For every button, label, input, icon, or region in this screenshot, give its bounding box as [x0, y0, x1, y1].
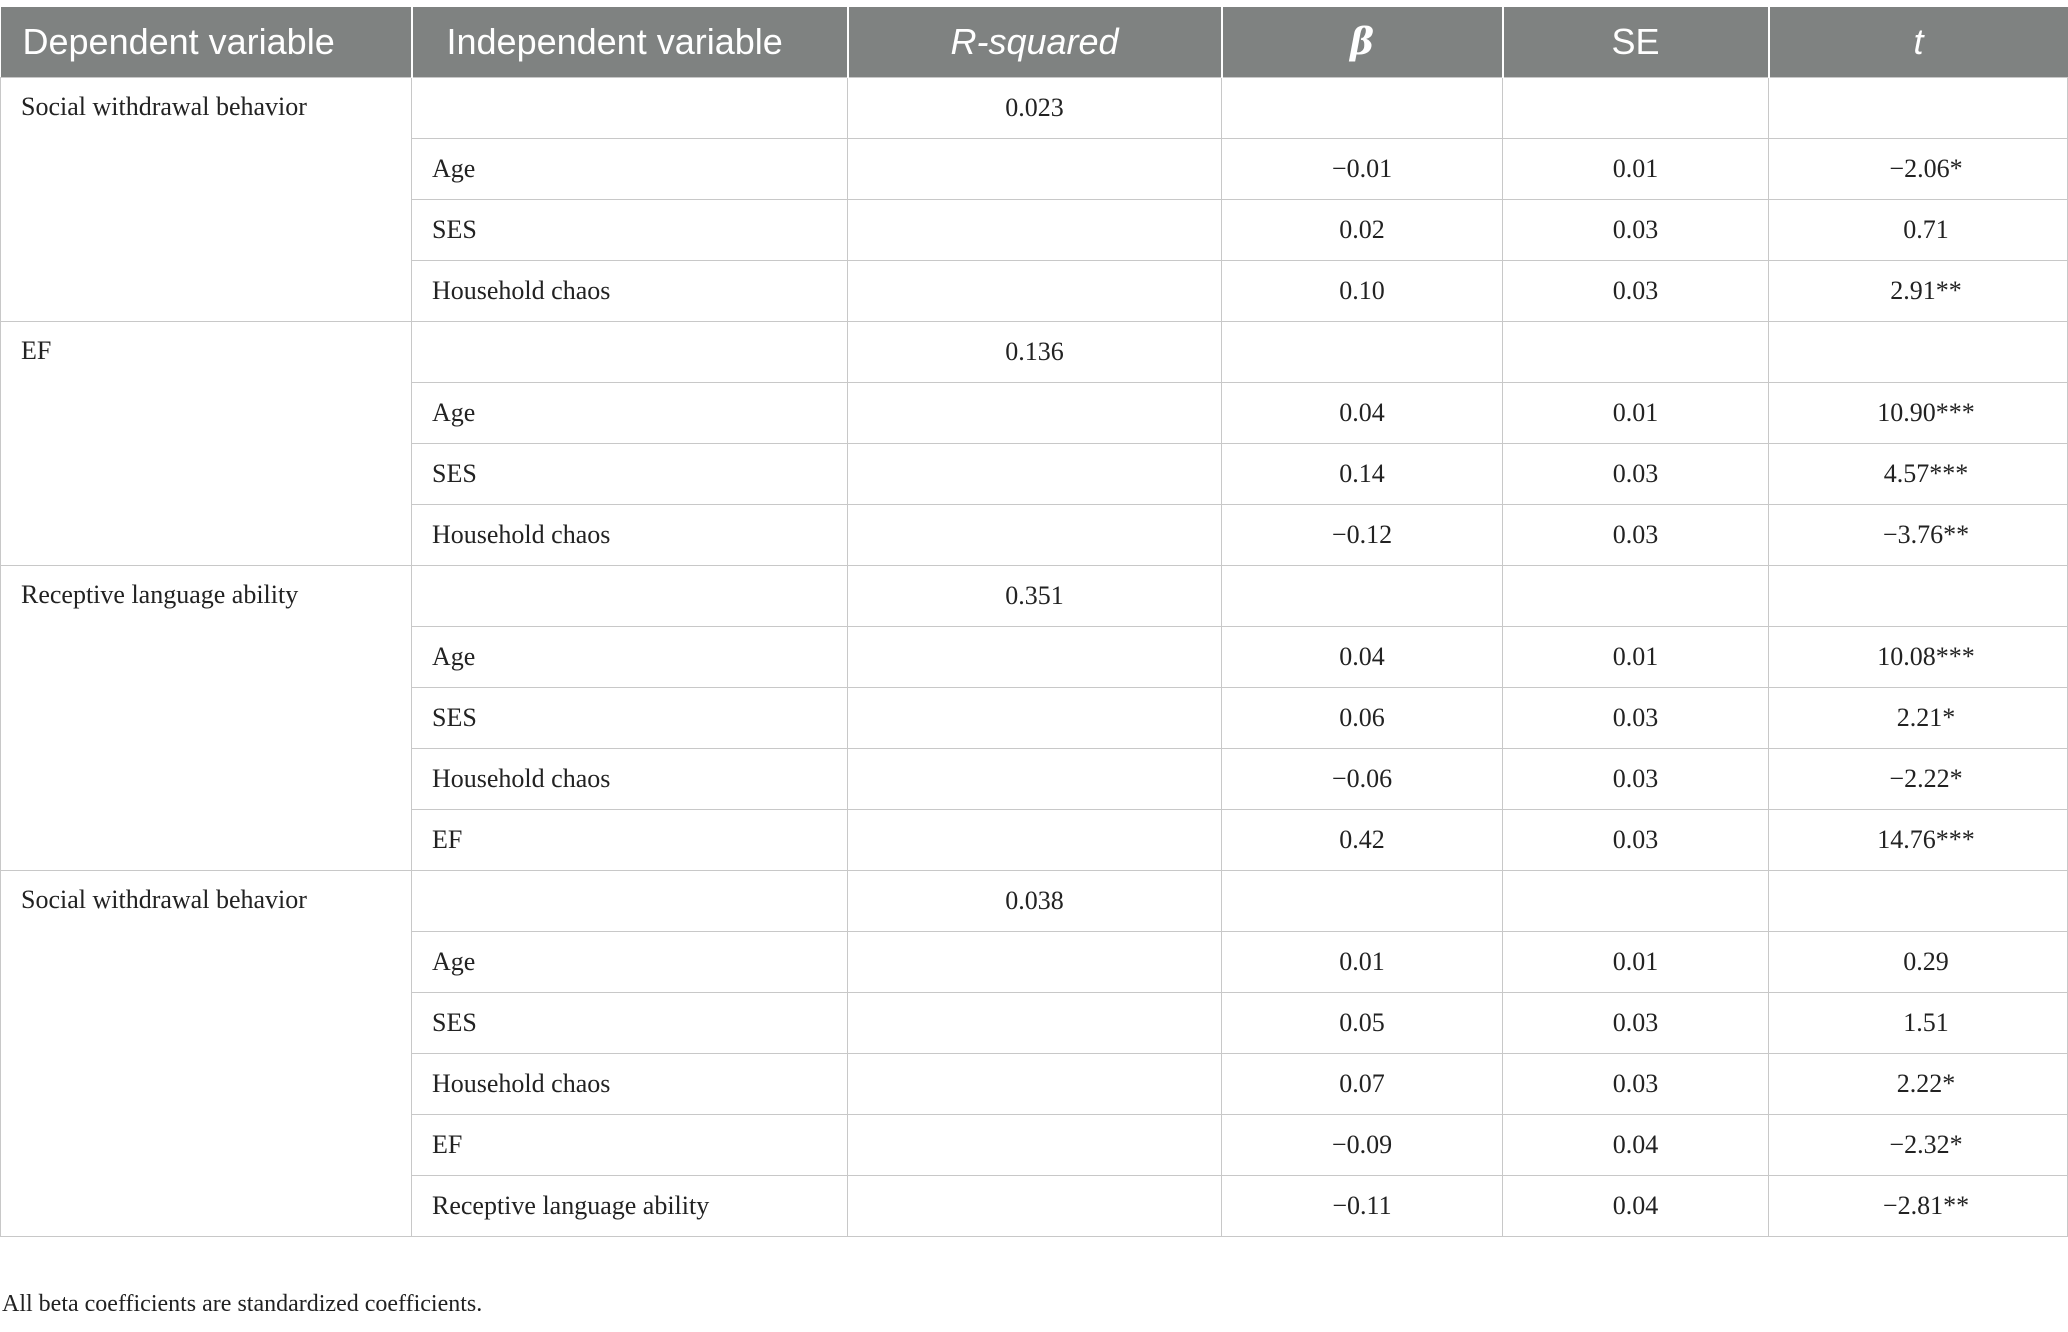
- beta-cell: −0.01: [1222, 139, 1503, 200]
- beta-cell: [1222, 566, 1503, 627]
- se-cell: 0.04: [1503, 1115, 1769, 1176]
- independent-variable-cell: [412, 322, 848, 383]
- r-squared-cell: [848, 200, 1222, 261]
- independent-variable-cell: SES: [412, 444, 848, 505]
- beta-cell: 0.42: [1222, 810, 1503, 871]
- r-squared-cell: [848, 993, 1222, 1054]
- se-cell: 0.03: [1503, 444, 1769, 505]
- beta-cell: 0.06: [1222, 688, 1503, 749]
- beta-cell: 0.04: [1222, 627, 1503, 688]
- t-cell: 2.22*: [1769, 1054, 2068, 1115]
- beta-cell: −0.12: [1222, 505, 1503, 566]
- se-cell: [1503, 322, 1769, 383]
- independent-variable-cell: [412, 78, 848, 139]
- r-squared-cell: 0.038: [848, 871, 1222, 932]
- se-cell: 0.03: [1503, 261, 1769, 322]
- se-cell: 0.03: [1503, 688, 1769, 749]
- independent-variable-cell: Receptive language ability: [412, 1176, 848, 1237]
- r-squared-cell: [848, 505, 1222, 566]
- independent-variable-cell: SES: [412, 993, 848, 1054]
- r-squared-cell: [848, 688, 1222, 749]
- beta-cell: 0.10: [1222, 261, 1503, 322]
- t-cell: 10.08***: [1769, 627, 2068, 688]
- r-squared-cell: [848, 627, 1222, 688]
- se-cell: [1503, 78, 1769, 139]
- r-squared-cell: 0.351: [848, 566, 1222, 627]
- se-cell: 0.03: [1503, 749, 1769, 810]
- beta-cell: 0.01: [1222, 932, 1503, 993]
- table-row-model-summary: [1, 78, 2068, 139]
- t-cell: −2.32*: [1769, 1115, 2068, 1176]
- t-cell: −2.06*: [1769, 139, 2068, 200]
- r-squared-cell: [848, 1115, 1222, 1176]
- beta-cell: 0.05: [1222, 993, 1503, 1054]
- table-header: [1, 7, 2068, 78]
- r-squared-cell: [848, 383, 1222, 444]
- r-squared-cell: [848, 1176, 1222, 1237]
- t-cell: 2.21*: [1769, 688, 2068, 749]
- dependent-variable-cell: Receptive language ability: [1, 566, 412, 871]
- independent-variable-cell: SES: [412, 688, 848, 749]
- t-cell: 4.57***: [1769, 444, 2068, 505]
- independent-variable-cell: Household chaos: [412, 1054, 848, 1115]
- header-t: t: [1769, 7, 2068, 78]
- beta-cell: 0.14: [1222, 444, 1503, 505]
- dependent-variable-cell: EF: [1, 322, 412, 566]
- r-squared-cell: 0.023: [848, 78, 1222, 139]
- t-cell: 0.29: [1769, 932, 2068, 993]
- header-beta: β: [1222, 7, 1503, 78]
- t-cell: −3.76**: [1769, 505, 2068, 566]
- table-row-model-summary: [1, 566, 2068, 627]
- r-squared-cell: [848, 810, 1222, 871]
- dependent-variable-cell: Social withdrawal behavior: [1, 78, 412, 322]
- independent-variable-cell: Household chaos: [412, 749, 848, 810]
- table-footnote: All beta coefficients are standardized coefficients.: [2, 1291, 483, 1317]
- t-cell: 10.90***: [1769, 383, 2068, 444]
- table-row-model-summary: [1, 322, 2068, 383]
- beta-cell: −0.11: [1222, 1176, 1503, 1237]
- se-cell: 0.04: [1503, 1176, 1769, 1237]
- t-cell: 2.91**: [1769, 261, 2068, 322]
- independent-variable-cell: SES: [412, 200, 848, 261]
- r-squared-cell: [848, 932, 1222, 993]
- dependent-variable-cell: Social withdrawal behavior: [1, 871, 412, 1237]
- r-squared-cell: [848, 139, 1222, 200]
- independent-variable-cell: Age: [412, 383, 848, 444]
- beta-cell: 0.04: [1222, 383, 1503, 444]
- beta-cell: −0.09: [1222, 1115, 1503, 1176]
- beta-cell: [1222, 322, 1503, 383]
- independent-variable-cell: Household chaos: [412, 261, 848, 322]
- t-cell: [1769, 78, 2068, 139]
- independent-variable-cell: Age: [412, 932, 848, 993]
- se-cell: 0.03: [1503, 993, 1769, 1054]
- t-cell: [1769, 322, 2068, 383]
- se-cell: 0.01: [1503, 139, 1769, 200]
- header-se: SE: [1503, 7, 1769, 78]
- t-cell: 1.51: [1769, 993, 2068, 1054]
- header-dependent-variable: Dependent variable: [1, 7, 412, 78]
- r-squared-cell: 0.136: [848, 322, 1222, 383]
- t-cell: −2.81**: [1769, 1176, 2068, 1237]
- se-cell: 0.01: [1503, 932, 1769, 993]
- independent-variable-cell: [412, 871, 848, 932]
- se-cell: 0.03: [1503, 810, 1769, 871]
- regression-table-container: [0, 7, 2067, 1237]
- beta-cell: [1222, 78, 1503, 139]
- r-squared-cell: [848, 261, 1222, 322]
- se-cell: 0.03: [1503, 200, 1769, 261]
- table-body: [1, 78, 2068, 1237]
- se-cell: [1503, 871, 1769, 932]
- independent-variable-cell: EF: [412, 810, 848, 871]
- r-squared-cell: [848, 1054, 1222, 1115]
- beta-cell: −0.06: [1222, 749, 1503, 810]
- t-cell: 0.71: [1769, 200, 2068, 261]
- independent-variable-cell: Age: [412, 139, 848, 200]
- t-cell: [1769, 871, 2068, 932]
- se-cell: 0.03: [1503, 505, 1769, 566]
- se-cell: [1503, 566, 1769, 627]
- beta-cell: 0.02: [1222, 200, 1503, 261]
- r-squared-cell: [848, 749, 1222, 810]
- se-cell: 0.01: [1503, 383, 1769, 444]
- regression-table: [0, 7, 2068, 1237]
- t-cell: 14.76***: [1769, 810, 2068, 871]
- independent-variable-cell: Age: [412, 627, 848, 688]
- header-independent-variable: Independent variable: [412, 7, 848, 78]
- header-r-squared: R-squared: [848, 7, 1222, 78]
- independent-variable-cell: [412, 566, 848, 627]
- t-cell: [1769, 566, 2068, 627]
- beta-cell: 0.07: [1222, 1054, 1503, 1115]
- table-row-model-summary: [1, 871, 2068, 932]
- header-row: [1, 7, 2068, 78]
- independent-variable-cell: EF: [412, 1115, 848, 1176]
- independent-variable-cell: Household chaos: [412, 505, 848, 566]
- beta-cell: [1222, 871, 1503, 932]
- se-cell: 0.01: [1503, 627, 1769, 688]
- se-cell: 0.03: [1503, 1054, 1769, 1115]
- r-squared-cell: [848, 444, 1222, 505]
- t-cell: −2.22*: [1769, 749, 2068, 810]
